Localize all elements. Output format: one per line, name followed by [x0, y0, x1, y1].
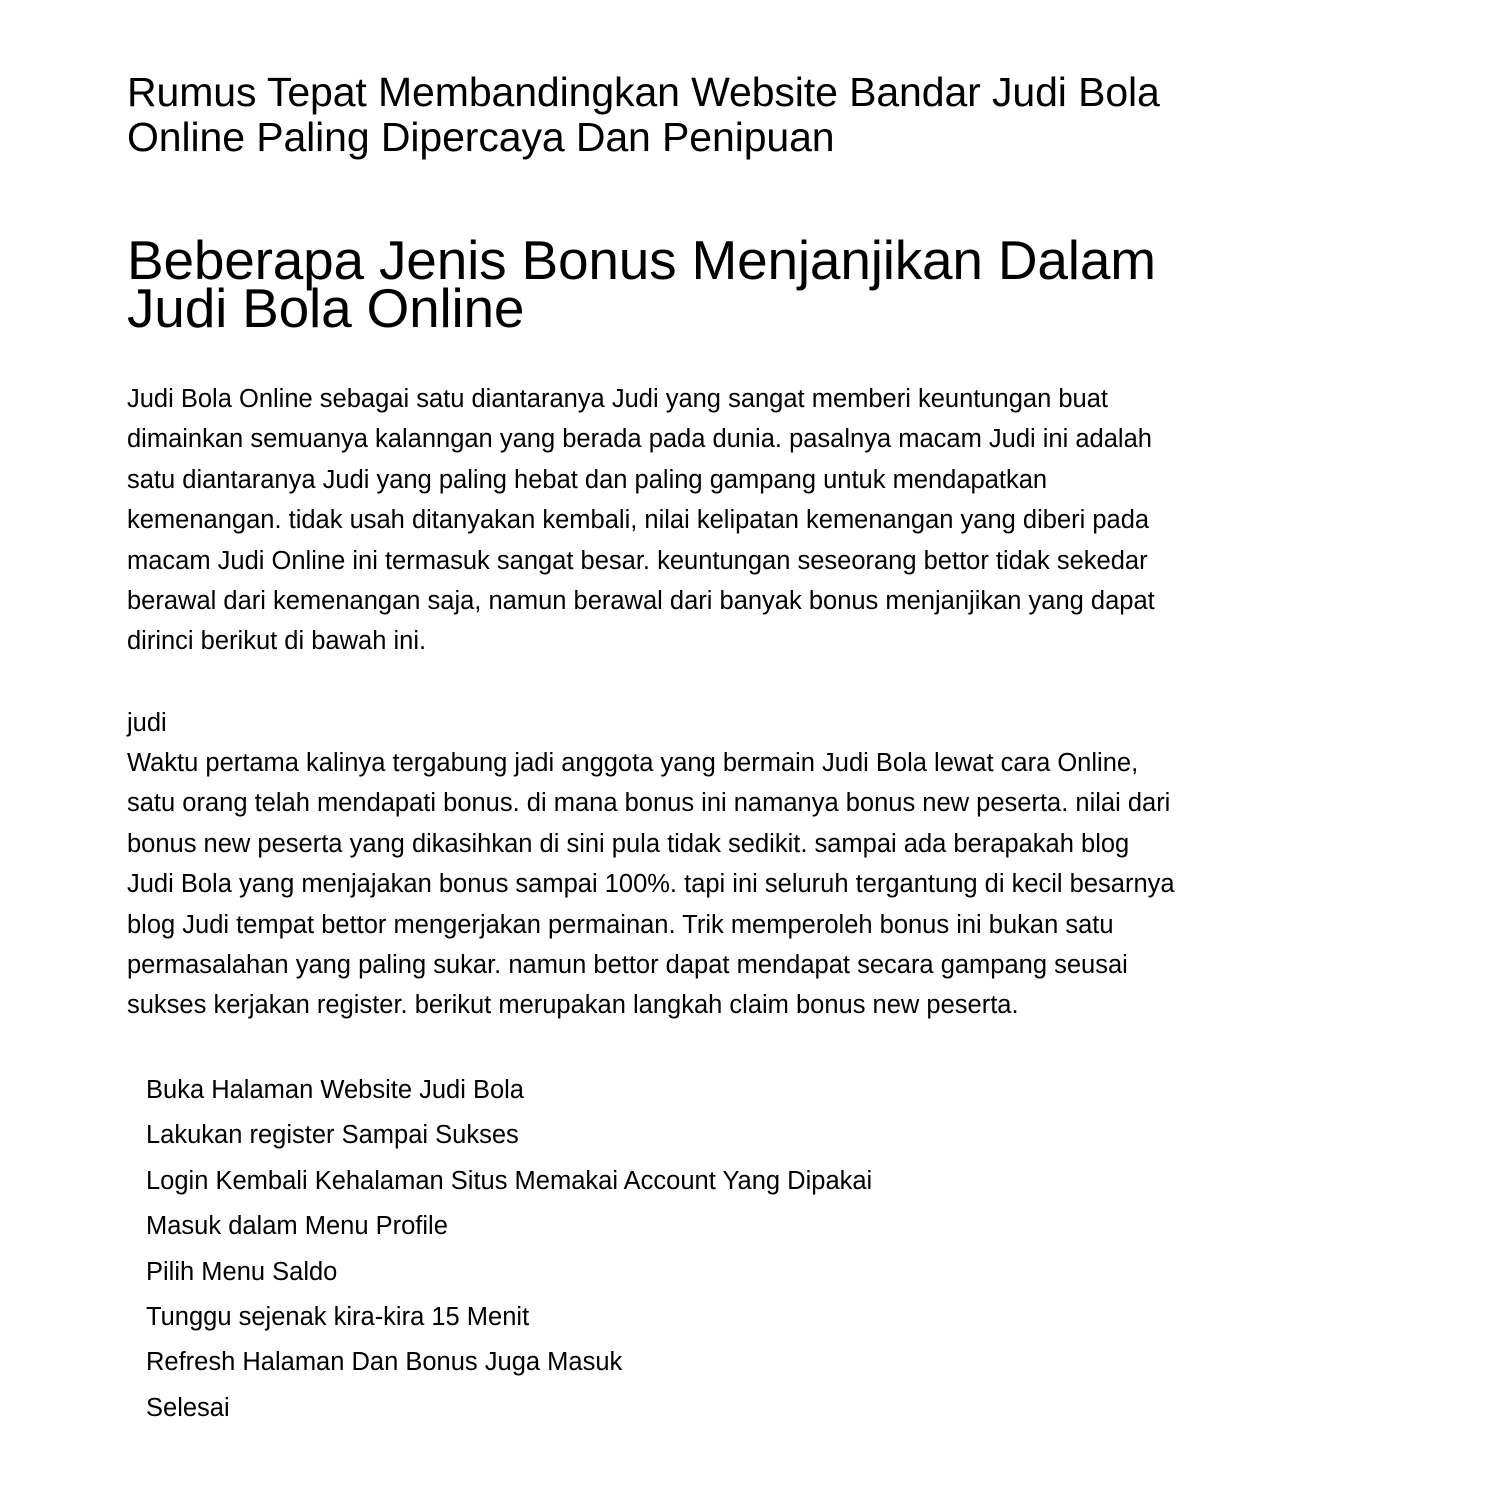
step-item: Tunggu sejenak kira-kira 15 Menit [146, 1303, 530, 1332]
image-alt-label [127, 703, 1387, 743]
paragraph-line: bonus new peserta yang dikasihkan di sini pula tidak sedikit. sampai ada berapakah blog [127, 829, 1130, 858]
step-item: Selesai [146, 1393, 230, 1422]
paragraph-line: kemenangan. tidak usah ditanyakan kembali, nilai kelipatan kemenangan yang diberi pada [127, 506, 1150, 535]
paragraph-line: permasalahan yang paling sukar. namun bettor dapat mendapat secara gampang seusai [127, 951, 1128, 980]
step-item: Login Kembali Kehalaman Situs Memakai Account Yang Dipakai [146, 1166, 873, 1195]
steps-list [146, 1068, 872, 1431]
step-item: Pilih Menu Saldo [146, 1257, 338, 1286]
paragraph-line: Judi Bola Online sebagai satu diantaranya Judi yang sangat memberi keuntungan buat [127, 385, 1108, 413]
paragraph-line: blog Judi tempat bettor mengerjakan permainan. Trik memperoleh bonus ini bukan satu [127, 910, 1114, 939]
step-item: Buka Halaman Website Judi Bola [146, 1076, 524, 1104]
paragraph-line: satu diantaranya Judi yang paling hebat dan paling gampang untuk mendapatkan [127, 465, 1048, 494]
paragraph-line: sukses kerjakan register. berikut merupakan langkah claim bonus new peserta. [127, 991, 1019, 1020]
step-item: Refresh Halaman Dan Bonus Juga Masuk [146, 1348, 623, 1377]
step-item: Lakukan register Sampai Sukses [146, 1121, 519, 1150]
section-heading [127, 229, 1387, 339]
document-title-line: Online Paling Dipercaya Dan Penipuan [127, 114, 835, 160]
step-item: Masuk dalam Menu Profile [146, 1212, 448, 1241]
intro-paragraph [127, 379, 1387, 662]
section-heading-line: Judi Bola Online [127, 277, 525, 339]
paragraph-line: berawal dari kemenangan saja, namun berawal dari banyak bonus menjanjikan yang dapat [127, 587, 1155, 616]
paragraph-line: dirinci berikut di bawah ini. [127, 627, 427, 656]
paragraph-line: Waktu pertama kalinya tergabung jadi anggota yang bermain Judi Bola lewat cara Online, [127, 749, 1139, 777]
document-title [127, 70, 1367, 160]
bonus-paragraph [127, 743, 1387, 1026]
image-alt-text: judi [127, 709, 167, 737]
paragraph-line: macam Judi Online ini termasuk sangat besar. keuntungan seseorang bettor tidak sekedar [127, 546, 1148, 575]
paragraph-line: dimainkan semuanya kalanngan yang berada pada dunia. pasalnya macam Judi ini adalah [127, 425, 1152, 454]
document-title-line: Rumus Tepat Membandingkan Website Bandar Judi Bola [127, 69, 1160, 115]
paragraph-line: Judi Bola yang menjajakan bonus sampai 100%. tapi ini seluruh tergantung di kecil besarnya [127, 870, 1175, 899]
section-heading-line: Beberapa Jenis Bonus Menjanjikan Dalam [127, 229, 1156, 291]
paragraph-line: satu orang telah mendapati bonus. di mana bonus ini namanya bonus new peserta. nilai dari [127, 789, 1171, 818]
